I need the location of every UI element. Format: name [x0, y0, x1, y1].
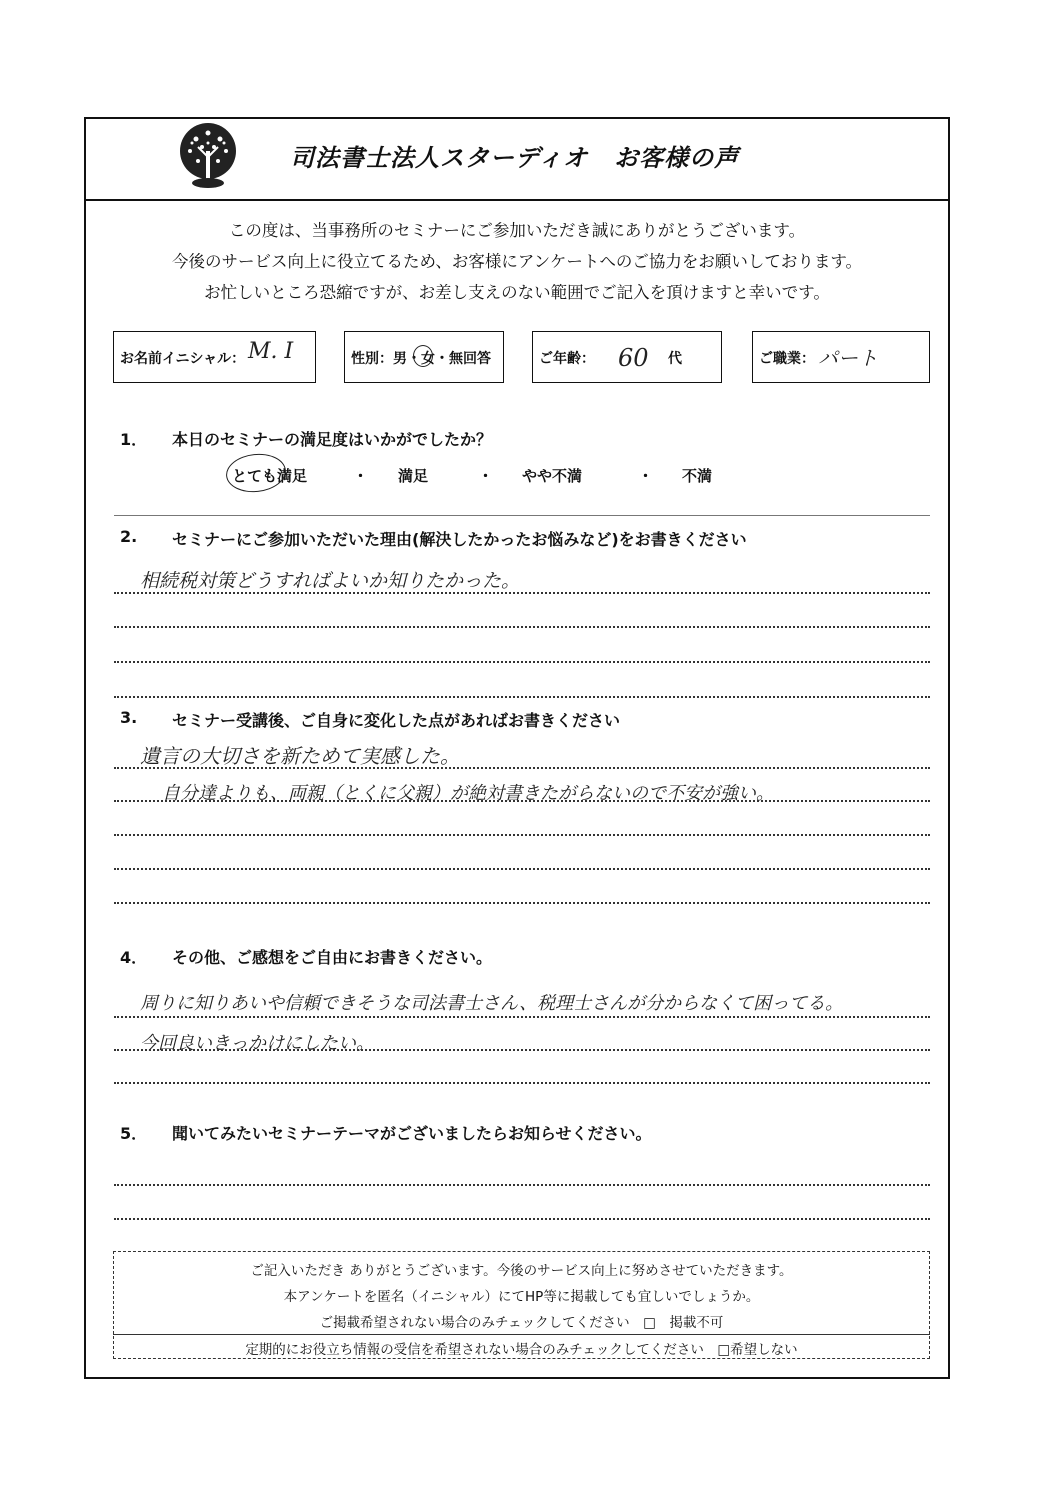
- job-label: ご職業：: [759, 351, 815, 367]
- answer-line: [114, 1049, 930, 1051]
- q3-number: 3.: [120, 708, 138, 727]
- tree-logo: [176, 121, 240, 191]
- q4-answer-line-1: 周りに知りあいや信頼できそうな司法書士さん、税理士さんが分からなくて困ってる。: [140, 993, 844, 1014]
- q2-number: 2.: [120, 527, 138, 546]
- q1-option-satisfied[interactable]: 満足: [398, 467, 429, 485]
- q1-option-very-satisfied[interactable]: とても満足: [232, 467, 308, 485]
- header-divider: [84, 199, 950, 201]
- footer-no-publish-checkbox[interactable]: ご掲載希望されない場合のみチェックしてください □ 掲載不可: [319, 1315, 724, 1331]
- intro-line-1: この度は、当事務所のセミナーにご参加いただき誠にありがとうございます。: [228, 221, 806, 240]
- q1-separator: ・: [478, 467, 494, 485]
- intro-line-2: 今後のサービス向上に役立てるため、お客様にアンケートへのご協力をお願いしております。: [171, 252, 863, 271]
- answer-line: [114, 592, 930, 594]
- answer-line: [114, 1016, 930, 1018]
- age-suffix: 代: [668, 351, 682, 367]
- q4-number: 4．: [120, 948, 148, 967]
- sex-label: 性別：男・女・無回答: [351, 351, 491, 367]
- q1-separator: ・: [353, 467, 369, 485]
- q3-answer-line-2: 自分達よりも、両親（とくに父親）が絶対書きたがらないので不安が強い。: [162, 783, 774, 804]
- answer-line: [114, 767, 930, 769]
- q2-answer-line-1: 相続税対策どうすればよいか知りたかった。: [140, 570, 521, 592]
- footer-divider: [113, 1334, 930, 1335]
- q4-answer-line-2: 今回良いきっかけにしたい。: [140, 1033, 374, 1054]
- q1-number: 1．: [120, 430, 148, 449]
- q1-question: 本日のセミナーの満足度はいかがでしたか？: [172, 430, 493, 449]
- q4-question: その他、ご感想をご自由にお書きください。: [172, 948, 493, 967]
- q1-option-somewhat-dissatisfied[interactable]: やや不満: [522, 467, 583, 485]
- sex-selection-circle: [413, 345, 433, 367]
- age-value: 60: [618, 344, 649, 372]
- answer-line: [114, 1218, 930, 1220]
- age-label: ご年齢：: [539, 351, 595, 367]
- job-value: パート: [818, 346, 878, 370]
- q5-question: 聞いてみたいセミナーテーマがございましたらお知らせください。: [172, 1124, 652, 1143]
- intro-line-3: お忙しいところ恐縮ですが、お差し支えのない範囲でご記入を頂けますと幸いです。: [204, 283, 830, 302]
- footer-no-newsletter-checkbox[interactable]: 定期的にお役立ち情報の受信を希望されない場合のみチェックしてください □希望しない: [245, 1342, 798, 1358]
- answer-line: [114, 834, 930, 836]
- answer-line: [114, 1082, 930, 1084]
- answer-line: [114, 868, 930, 870]
- footer-thanks: ご記入いただき ありがとうございます。今後のサービス向上に努めさせていただきます。: [250, 1263, 793, 1279]
- name-label: お名前イニシャル：: [120, 351, 246, 367]
- footer-anonymity-question: 本アンケートを匿名（イニシャル）にてHP等に掲載しても宜しいでしょうか。: [283, 1289, 760, 1305]
- answer-line: [114, 696, 930, 698]
- answer-line: [114, 800, 930, 802]
- section-divider: [114, 515, 930, 516]
- answer-line: [114, 1184, 930, 1186]
- page-title: 司法書士法人スターディオ お客様の声: [290, 144, 740, 172]
- q3-question: セミナー受講後、ご自身に変化した点があればお書きください: [172, 711, 621, 730]
- answer-line: [114, 902, 930, 904]
- q2-question: セミナーにご参加いただいた理由(解決したかったお悩みなど)をお書きください: [172, 530, 747, 549]
- q3-answer-line-1: 遺言の大切さを新ためて実感した。: [140, 744, 460, 768]
- answer-line: [114, 626, 930, 628]
- name-value: M. I: [248, 339, 294, 364]
- q5-number: 5．: [120, 1124, 148, 1143]
- q1-separator: ・: [638, 467, 654, 485]
- answer-line: [114, 661, 930, 663]
- q1-option-dissatisfied[interactable]: 不満: [682, 467, 713, 485]
